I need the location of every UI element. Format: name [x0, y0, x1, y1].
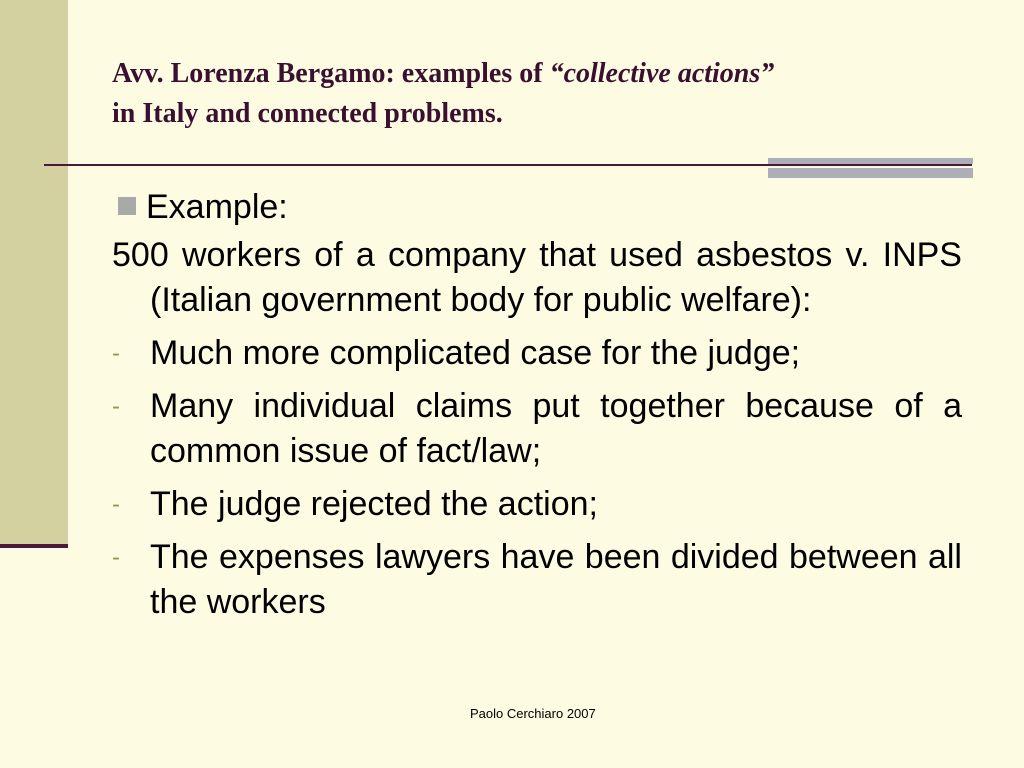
list-item	[112, 331, 962, 376]
list-item-text: The expenses lawyers have been divided between all the workers	[150, 538, 962, 621]
list-item-text: Many individual claims put together because of a common issue of fact/law;	[150, 387, 962, 470]
list-item	[112, 384, 962, 474]
accent-bar-bottom	[768, 168, 973, 178]
left-decorative-band	[0, 0, 68, 545]
bullet-item	[112, 185, 962, 231]
footer-credit: Paolo Cerchiaro 2007	[470, 706, 596, 721]
title-emphasis: “collective actions”	[549, 58, 775, 89]
accent-bar-top	[768, 158, 973, 164]
list-item	[112, 535, 962, 625]
bullet-text: Example:	[146, 188, 288, 226]
list-item	[112, 482, 962, 527]
slide-title	[112, 54, 972, 134]
title-part1: Avv. Lorenza Bergamo: examples of	[112, 58, 550, 89]
example-paragraph: 500 workers of a company that used asbestos v. INPS (Italian government body for public welfare):	[112, 236, 962, 319]
dash-bullet-icon: -	[112, 393, 120, 420]
left-decorative-rule	[0, 544, 68, 548]
dash-bullet-icon: -	[112, 491, 120, 518]
accent-bars	[768, 158, 973, 180]
title-part2: in Italy and connected problems.	[112, 98, 503, 129]
list-item-text: The judge rejected the action;	[150, 485, 598, 523]
dash-bullet-icon: -	[112, 340, 120, 367]
dash-bullet-icon: -	[112, 544, 120, 571]
list-item-text: Much more complicated case for the judge;	[150, 334, 801, 372]
square-bullet-icon	[118, 197, 136, 215]
slide-body	[112, 185, 962, 625]
